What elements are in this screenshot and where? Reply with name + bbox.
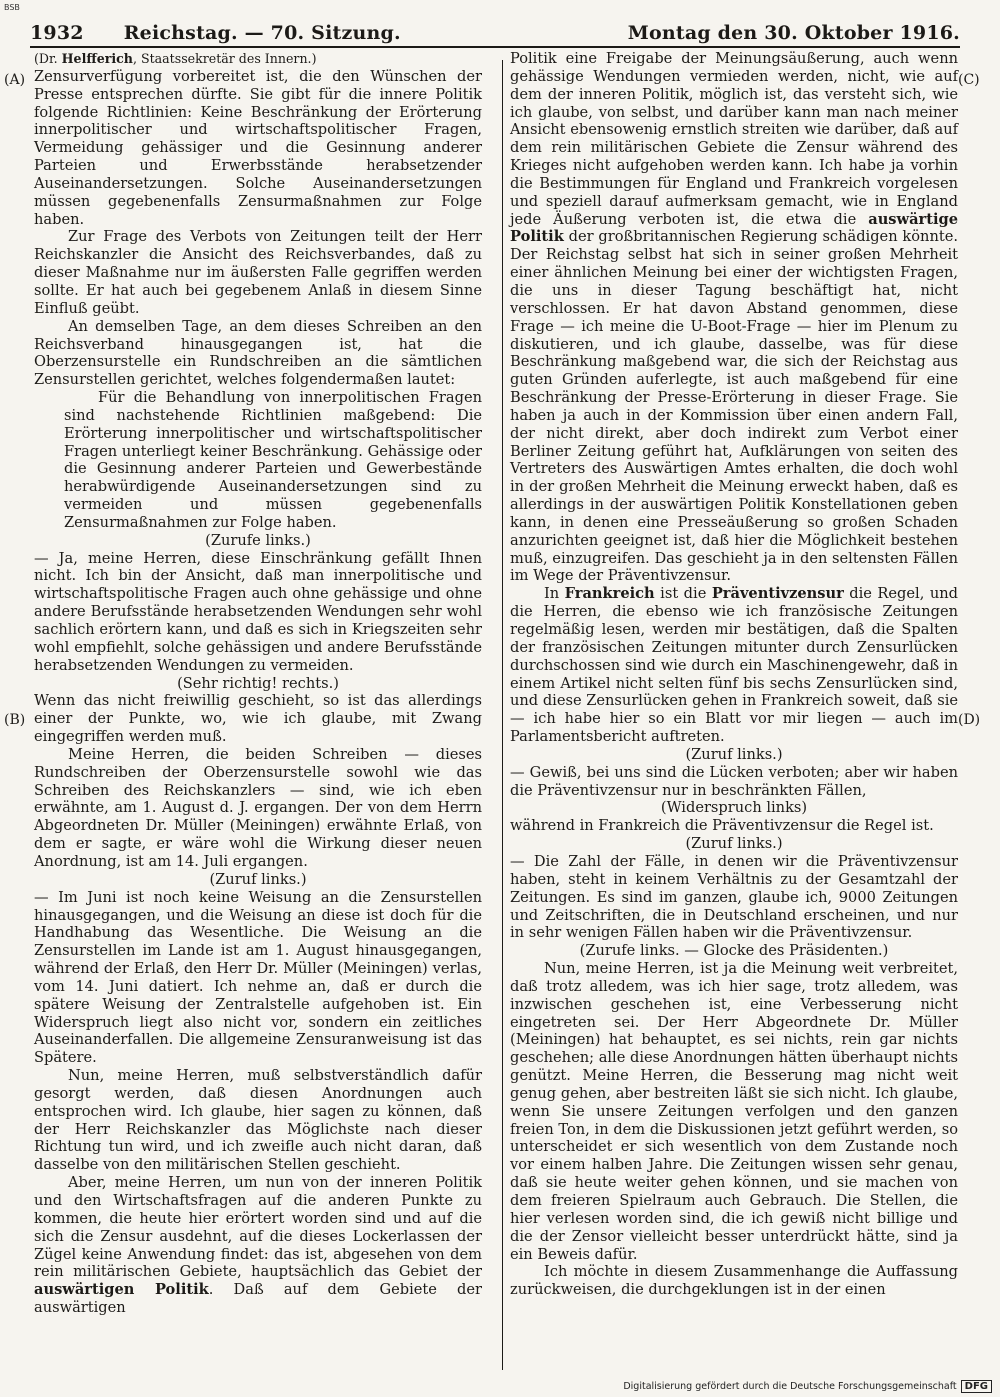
paragraph: Meine Herren, die beiden Schreiben — dieses Rundschreiben der Oberzensurstelle sowohl wie das Schreiben des Reichskanzlers — sind, wie ich eben erwähnte, am 1. August d. J. ergangen. Der von dem Herrn Abgeordneten Dr. Müller (Meiningen) erwähnte Erlaß, von dem er sagte, er wäre wohl die Wirkung dieser neuen Anordnung, ist am 14. Juli ergangen. xyxy=(34,745,482,870)
paragraph: — Im Juni ist noch keine Weisung an die Zensurstellen hinausgegangen, und die Weisung an diese ist doch für die Handhabung das Wesentliche. Die Weisung an die Zensurstellen im Lande ist am 1. August hinausgegangen, während der Erlaß, den Herr Dr. Müller (Meiningen) verlas, vom 14. Juni datiert. Ich nehme an, daß er durch die spätere Weisung der Zentralstelle aufgehoben ist. Ein Widerspruch liegt also nicht vor, sondern ein zeitliches Auseinanderfallen. Die allgemeine Zensuranweisung ist das Spätere. xyxy=(34,888,482,1067)
paragraph: Politik eine Freigabe der Meinungsäußerung, auch wenn gehässige Wendungen vermieden werden, nicht, wie auf dem der inneren Politik, möglich ist, das versteht sich, wie ich glaube, von selbst, und darüber kann man nach meiner Ansicht ebensowenig ernstlich streiten wie darüber, daß auf dem rein militärischen Gebiete die Zensur während des Krieges nicht aufgehoben werden kann. Ich habe ja vorhin die Bestimmungen für England und Frankreich vorgelesen und speziell darauf aufmerksam gemacht, wie in England jede Äußerung verboten ist, die etwa die auswärtige Politik der großbritannischen Regierung schädigen könnte. Der Reichstag selbst hat sich in seiner großen Mehrheit einer ähnlichen Meinung bei einer der wichtigsten Fragen, die uns in dieser Tagung beschäftigt hat, nicht verschlossen. Er hat davon Abstand genommen, diese Frage — ich meine die U-Boot-Frage — hier im Plenum zu diskutieren, und ich glaube, dasselbe, was für diese Beschränkung maßgebend war, die sich der Reichstag aus guten Gründen auferlegte, ist auch maßgebend für eine Beschränkung der Presse-Erörterung in dieser Frage. Sie haben ja auch in der Kommission über einen andern Fall, der nicht direkt, aber doch indirekt zum Verbot einer Berliner Zeitung geführt hat, Aufklärungen von seiten des Vertreters des Auswärtigen Amtes erhalten, die doch wohl in der großen Mehrheit die Meinung erweckt haben, daß es allerdings in der auswärtigen Politik Konstellationen geben kann, in denen eine Presseäußerung so großen Schaden anzurichten geeignet ist, daß hier die Möglichkeit bestehen muß, einzugreifen. Das geschieht ja in den seltensten Fällen im Wege der Präventivzensur. xyxy=(510,50,958,585)
interjection: (Zurufe links. — Glocke des Präsidenten.) xyxy=(579,942,889,960)
left-column xyxy=(34,50,482,1317)
right-column xyxy=(510,50,958,1299)
page-header xyxy=(30,18,960,44)
paragraph: Zensurverfügung vorbereitet ist, die den Wünschen der Presse entsprechen dürfte. Sie gibt für die innere Politik folgende Richtlinien: Keine Beschränkung der Erörterung innerpolitischer und wirtschaftspolitischer Fragen, Vermeidung gehässiger und die Gesinnung anderer Parteien und Erwerbsstände herabsetzender Auseinandersetzungen. Solche Auseinandersetzungen müssen gegebenenfalls Zensurmaßnahmen zur Folge haben. xyxy=(34,67,482,228)
paragraph: An demselben Tage, an dem dieses Schreiben an den Reichsverband hinausgegangen ist, hat die Oberzensurstelle ein Rundschreiben an die sämtlichen Zensurstellen gerichtet, welches folgendermaßen lautet: xyxy=(34,317,482,389)
header-rule xyxy=(30,46,960,48)
interjection: (Zurufe links.) xyxy=(205,531,311,549)
paragraph: Wenn das nicht freiwillig geschieht, so ist das allerdings einer der Punkte, wo, wie ich glaube, mit Zwang eingegriffen werden muß. xyxy=(34,692,482,746)
margin-letter-c: (C) xyxy=(958,72,980,88)
interjection: (Widerspruch links) xyxy=(660,799,808,817)
paragraph: In Frankreich ist die Präventivzensur die Regel, und die Herren, die ebenso wie ich französische Zeitungen regelmäßig lesen, werden mir bestätigen, daß die Spalten der französischen Zeitungen mitunter durch Zensurlücken durchschossen sind wie durch ein Maschinengewehr, daß in einem Artikel nicht selten fünf bis sechs Zensurlücken sind, und diese Zensurlücken gehen in Frankreich soweit, daß sie — ich habe hier so ein Blatt vor mir liegen — auch im Parlamentsbericht auftreten. xyxy=(510,585,958,746)
paragraph: Aber, meine Herren, um nun von der inneren Politik und den Wirtschaftsfragen auf die anderen Punkte zu kommen, die heute hier erörtert worden sind und auf die sich die Zensur ausdehnt, auf die dieses Lockerlassen der Zügel keine Anwendung findet: das ist, abgesehen von dem rein militärischen Gebiete, hauptsächlich das Gebiet der auswärtigen Politik. Daß auf dem Gebiete der auswärtigen xyxy=(34,1174,482,1317)
margin-letter-a: (A) xyxy=(4,72,26,88)
interjection: (Zuruf links.) xyxy=(209,870,307,888)
paragraph: — Ja, meine Herren, diese Einschränkung gefällt Ihnen nicht. Ich bin der Ansicht, daß man innerpolitische und wirtschaftspolitische Fragen auch ohne gehässige und ohne andere Berufsstände herabsetzenden Wendungen sehr wohl sachlich erörtern kann, und daß es sich in Kriegszeiten sehr wohl empfiehlt, solche gehässigen und andere Berufsstände herabsetzenden Wendungen zu vermeiden. xyxy=(34,549,482,674)
paragraph: Ich möchte in diesem Zusammenhange die Auffassung zurückweisen, die durchgeklungen ist in der einen xyxy=(510,1263,958,1299)
interjection: (Zuruf links.) xyxy=(685,835,783,853)
session-date: Montag den 30. Oktober 1916. xyxy=(627,22,960,44)
session-title: Reichstag. — 70. Sitzung. xyxy=(123,22,401,44)
dfg-logo: DFG xyxy=(961,1380,992,1393)
paragraph: Nun, meine Herren, ist ja die Meinung weit verbreitet, daß trotz alledem, was ich hier sage, trotz alledem, was inzwischen geschehen ist, eine Verbesserung nicht eingetreten sei. Der Herr Abgeordnete Dr. Müller (Meiningen) hat behauptet, es sei nichts, rein gar nichts geschehen; alle diese Anordnungen hätten überhaupt nichts genützt. Meine Herren, die Besserung mag nicht weit genug gehen, aber bestreiten läßt sie sich nicht. Ich glaube, wenn Sie unsere Zeitungen verfolgen und den ganzen freien Ton, in dem die Diskussionen jetzt geführt werden, so unterscheidet er sich wesentlich von dem Zustande noch vor einem halben Jahre. Die Zeitungen wissen sehr genau, daß sie heute weiter gehen können, und sie machen von dem freieren Spielraum auch Gebrauch. Die Stellen, die hier verlesen worden sind, die ich gewiß nicht billige und die der Zensor vielleicht besser unterdrückt hätte, sind ja ein Beweis dafür. xyxy=(510,960,958,1263)
quoted-directive: Für die Behandlung von innerpolitischen Fragen sind nachstehende Richtlinien maßgebend: Die Erörterung innerpolitischer und wirtschaftspolitischer Fragen unterliegt keiner Beschränkung. Gehässige oder die Gesinnung anderer Parteien und Gewerbestände herabwürdigende Auseinandersetzungen sind zu vermeiden und müssen gegebenenfalls Zensurmaßnahmen zur Folge haben. xyxy=(64,389,482,531)
paragraph: während in Frankreich die Präventivzensur die Regel ist. xyxy=(510,817,934,835)
speaker-attribution: (Dr. Helfferich, Staatssekretär des Innern.) xyxy=(34,51,317,66)
paragraph: — Die Zahl der Fälle, in denen wir die Präventivzensur haben, steht in keinem Verhältnis zu der Gesamtzahl der Zeitungen. Es sind im ganzen, glaube ich, 9000 Zeitungen und Zeitschriften, die in Deutschland erscheinen, und nur in sehr wenigen Fällen haben wir die Präventivzensur. xyxy=(510,852,958,942)
paragraph: Nun, meine Herren, muß selbstverständlich dafür gesorgt werden, daß diesen Anordnungen auch entsprochen wird. Ich glaube, hier sagen zu können, daß der Herr Reichskanzler das Möglichste nach dieser Richtung tun wird, und ich zweifle auch nicht daran, daß dasselbe von den militärischen Stellen geschieht. xyxy=(34,1067,482,1174)
margin-letter-b: (B) xyxy=(4,712,26,728)
margin-letter-d: (D) xyxy=(958,712,981,728)
funding-note: Digitalisierung gefördert durch die Deutsche Forschungsgemeinschaft xyxy=(623,1381,957,1392)
page-number: 1932 xyxy=(30,22,84,44)
column-divider xyxy=(502,60,503,1370)
interjection: (Zuruf links.) xyxy=(685,745,783,763)
paragraph: — Gewiß, bei uns sind die Lücken verboten; aber wir haben die Präventivzensur nur in beschränkten Fällen, xyxy=(510,763,958,799)
library-mark: BSB xyxy=(4,3,20,12)
interjection: (Sehr richtig! rechts.) xyxy=(177,674,339,692)
paragraph: Zur Frage des Verbots von Zeitungen teilt der Herr Reichskanzler die Ansicht des Reichsverbandes, daß zu dieser Maßnahme nur im äußersten Falle gegriffen werden sollte. Er hat auch bei gegebenem Anlaß in diesem Sinne Einfluß geübt. xyxy=(34,228,482,317)
funding-footer xyxy=(623,1380,992,1393)
